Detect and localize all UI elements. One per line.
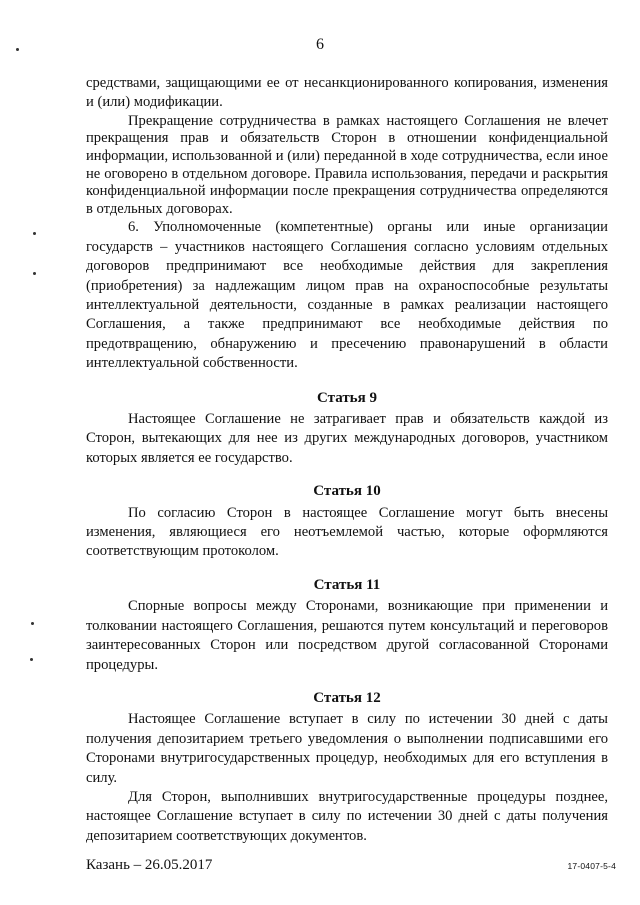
article-paragraph: Настоящее Соглашение не затрагивает прав и обязательств каждой из Сторон, вытекающих для нее из других международных договоров, участником которых является ее государство. xyxy=(86,411,608,466)
scan-mark xyxy=(30,658,33,661)
scan-mark xyxy=(31,622,34,625)
article-10 xyxy=(86,482,608,562)
footer-doc-code: 17-0407-5-4 xyxy=(567,861,616,871)
article-title: Статья 11 xyxy=(313,576,381,593)
article-title: Статья 10 xyxy=(313,483,381,500)
document-body xyxy=(86,74,608,846)
article-11 xyxy=(86,576,608,675)
article-title: Статья 9 xyxy=(317,389,377,406)
paragraph-continuation: средствами, защищающими ее от несанкционированного копирования, изменения и (или) модификации. xyxy=(86,75,608,111)
article-paragraph: Для Сторон, выполнивших внутригосударственные процедуры позднее, настоящее Соглашение вступает в силу по истечении 30 дней с даты получения депозитарием соответствующих документов. xyxy=(86,788,608,844)
paragraph-point-6: 6. Уполномоченные (компетентные) органы или иные организации государств – участников настоящего Соглашения согласно условиям отдельных договоров предпринимают все необходимые действия для закрепления (приобретения) за надлежащим лицом прав на охраноспособные результаты интеллектуальной деятельности, созданные в рамках реализации настоящего Соглашения, а также предпринимают все необходимые действия по предотвращению, обнаружению и пресечению правонарушений в области интеллектуальной собственности. xyxy=(86,219,608,372)
scan-mark xyxy=(33,272,36,275)
page-number: 6 xyxy=(316,36,324,53)
article-paragraph: По согласию Сторон в настоящее Соглашение могут быть внесены изменения, являющиеся его неотъемлемой частью, которые оформляются соответствующим протоколом. xyxy=(86,504,608,560)
footer-place-date: Казань – 26.05.2017 xyxy=(86,857,213,873)
scan-mark xyxy=(33,232,36,235)
article-12 xyxy=(86,689,608,846)
article-9 xyxy=(86,389,608,469)
article-paragraph: Настоящее Соглашение вступает в силу по истечении 30 дней с даты получения депозитарием третьего уведомления о выполнении подписавшими его Сторонами внутригосударственных процедур, необходимых для его вступления в силу. xyxy=(86,711,608,786)
article-paragraph: Спорные вопросы между Сторонами, возникающие при применении и толковании настоящего Соглашения, решаются путем консультаций и переговоров заинтересованных Сторон или посредством другой согласованной Сторонами процедуры. xyxy=(86,598,608,673)
article-title: Статья 12 xyxy=(313,689,381,706)
paragraph-termination: Прекращение сотрудничества в рамках настоящего Соглашения не влечет прекращения прав и обязательств Сторон в отношении конфиденциальной информации, использованной и (или) переданной в ходе сотрудничества, если иное не оговорено в отдельном договоре. Правила использования, передачи и раскрытия конфиденциальной информации после прекращения сотрудничества определяются в отдельных договорах. xyxy=(86,112,608,217)
